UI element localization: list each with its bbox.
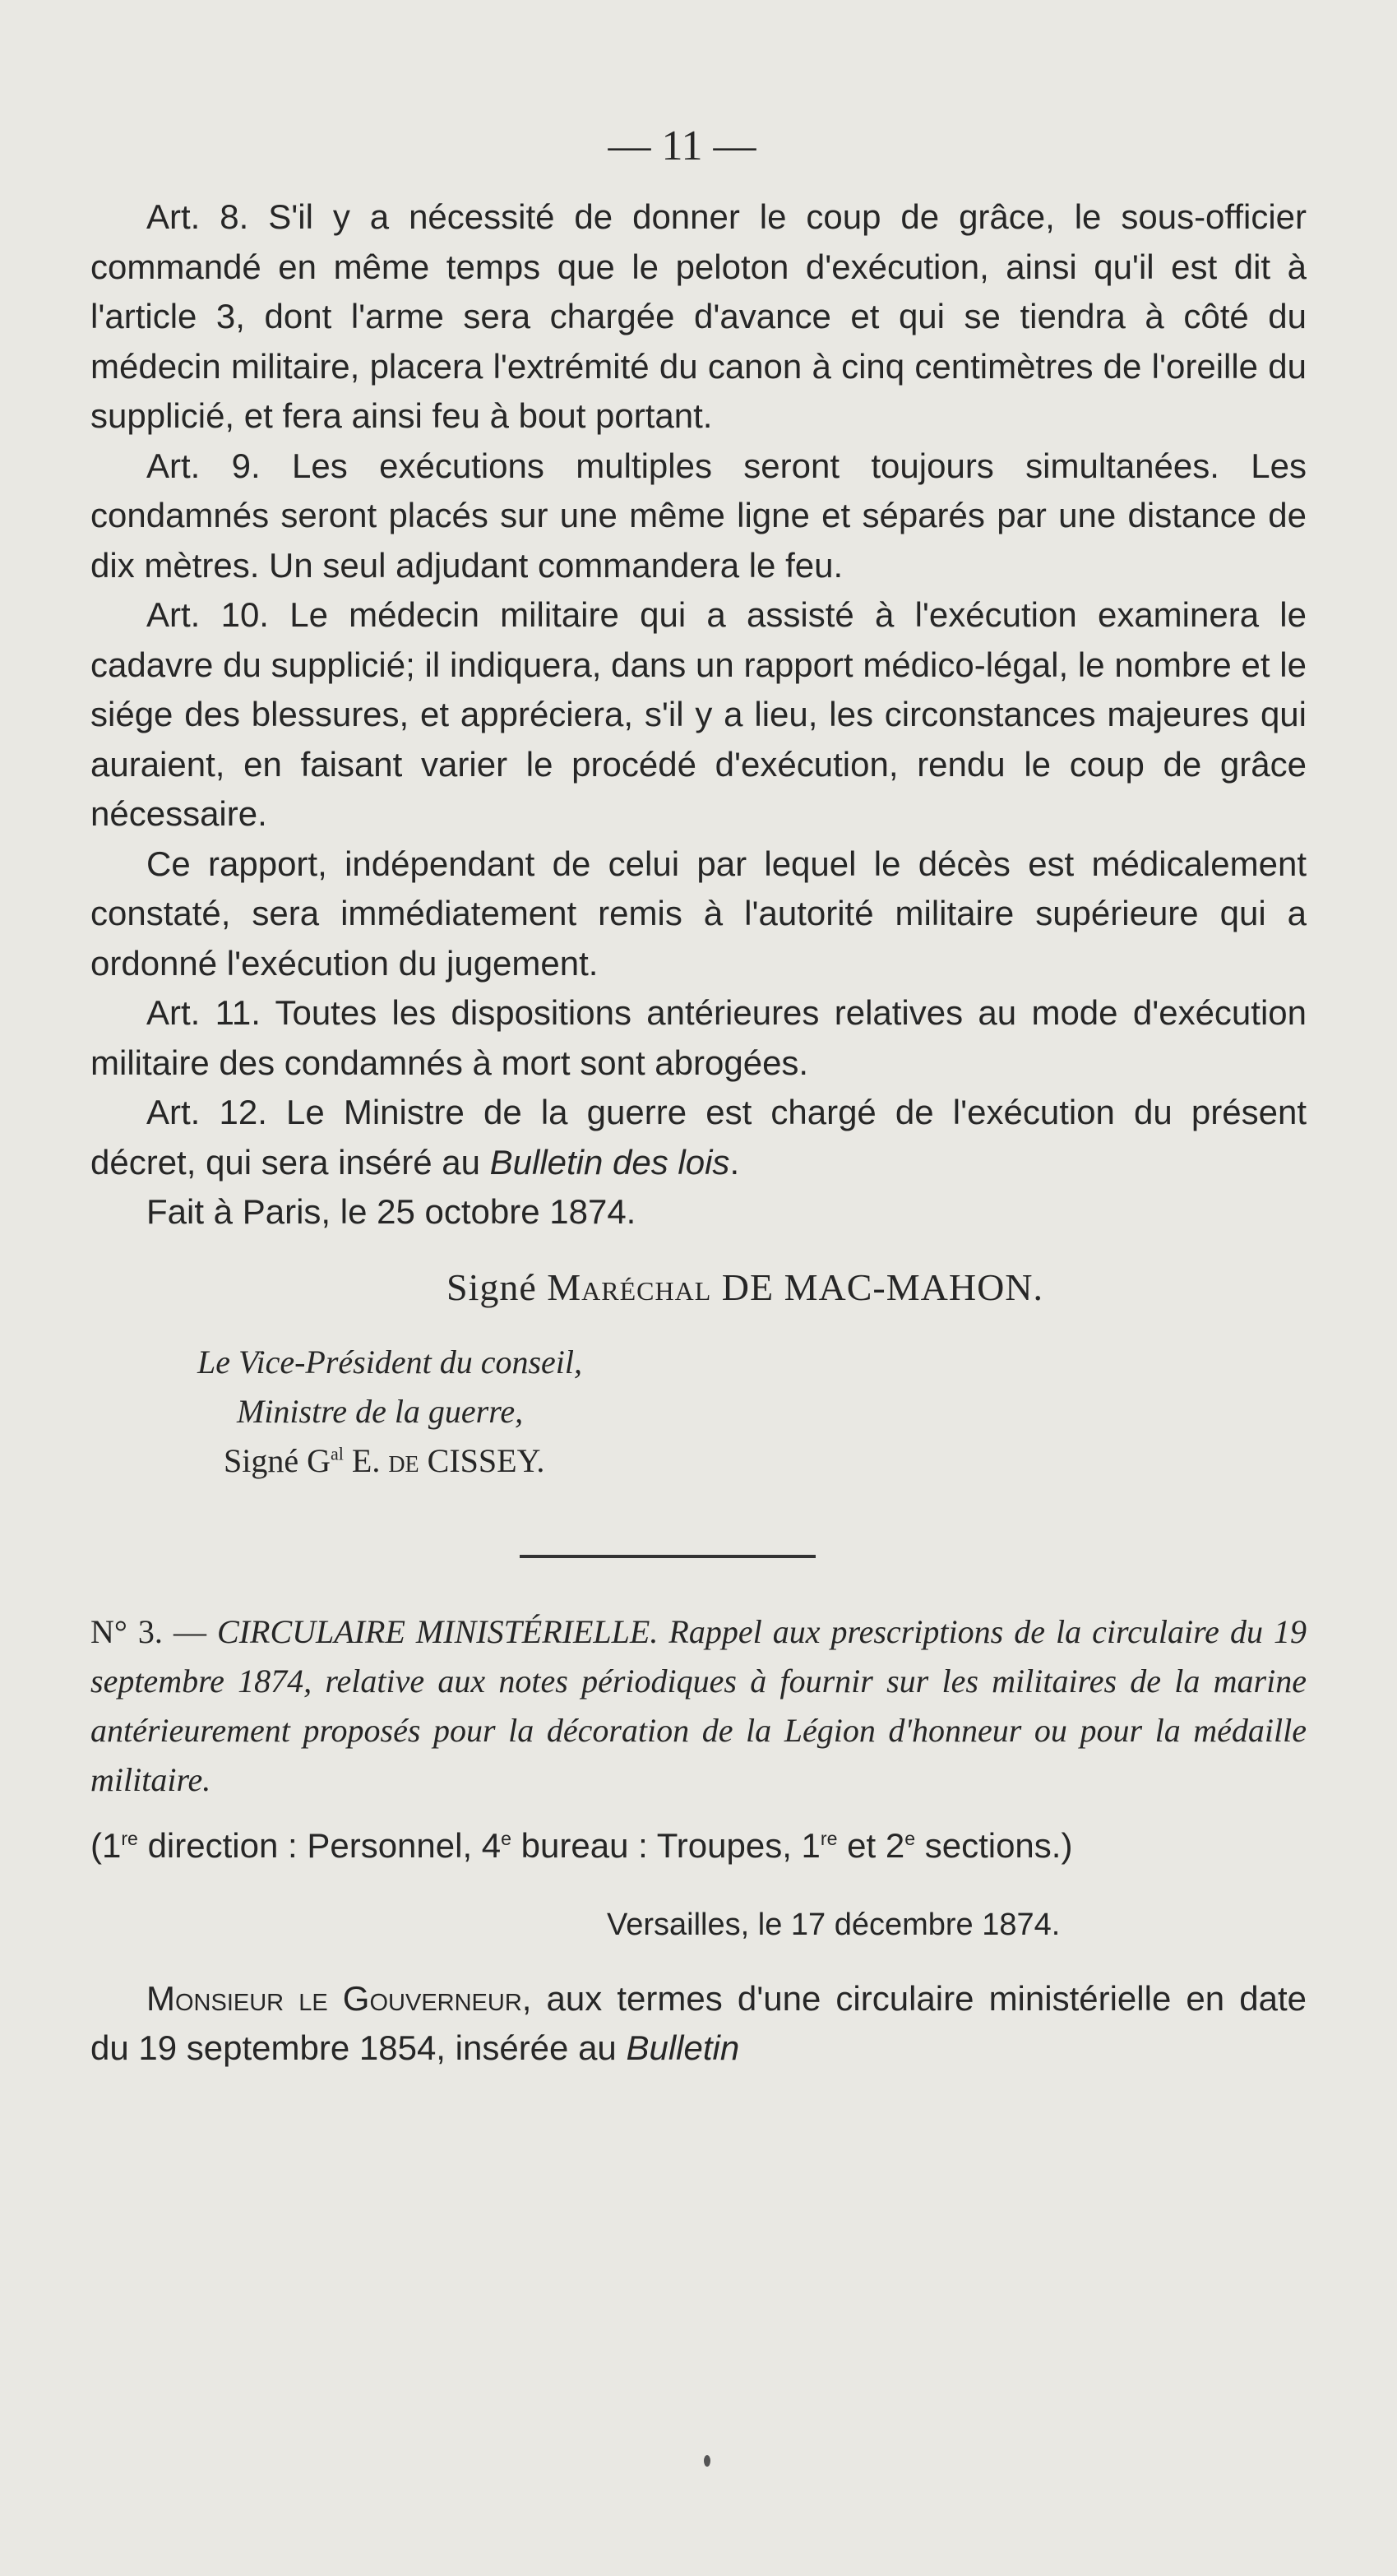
cissey-sup: al <box>331 1443 344 1464</box>
cissey-de: de <box>388 1441 419 1479</box>
article-12 <box>90 1088 1307 1187</box>
article-10-report: Ce rapport, indépendant de celui par lequel le décès est médicalement constaté, sera immédiatement remis à l'autorité militaire supérieure qui a ordonné l'exécution du jugement. <box>90 844 1307 983</box>
article-8: Art. 8. S'il y a nécessité de donner le coup de grâce, le sous-officier commandé en même temps que le peloton d'exécution, ainsi qu'il est dit à l'article 3, dont l'arme sera chargée d'avance et qui se tiendra à côté du médecin militaire, placera l'extrémité du canon à cinq centimètres de l'oreille du supplicié, et fera ainsi feu à bout portant. <box>90 197 1307 435</box>
circulaire-title: CIRCULAIRE MINISTÉRIELLE. Rappel aux prescriptions de la circulaire du 19 septembre 1874, relative aux notes périodiques à fournir sur les militaires de la marine antérieurement proposés pour la décoration de la Légion d'honneur ou pour la médaille militaire. <box>90 1612 1307 1798</box>
cissey-mid: E. <box>343 1441 389 1479</box>
ink-mark <box>704 2455 710 2467</box>
direction-sup3: re <box>820 1827 838 1849</box>
signe-title: Maréchal <box>547 1265 712 1308</box>
letter-bulletin: Bulletin <box>626 2028 740 2067</box>
article-12-text: Art. 12. Le Ministre de la guerre est chargé de l'exécution du présent décret, qui sera inséré au <box>90 1093 1307 1182</box>
circulaire-heading <box>90 1607 1307 1805</box>
direction-close: sections.) <box>915 1825 1073 1865</box>
page-number: — 11 — <box>608 123 756 169</box>
salutation: Monsieur le Gouverneur <box>146 1978 522 2018</box>
bulletin-des-lois: Bulletin des lois <box>489 1142 730 1182</box>
decree-text <box>90 192 1307 1237</box>
direction-sup1: re <box>121 1827 138 1849</box>
direction-sup2: e <box>501 1827 511 1849</box>
article-12-end: . <box>729 1142 740 1182</box>
direction-mid1: direction : Personnel, 4 <box>137 1825 502 1865</box>
vice-president-line: Le Vice-Président du conseil, <box>197 1343 583 1380</box>
direction-open: (1 <box>90 1825 122 1865</box>
letter-paragraph <box>90 1974 1307 2074</box>
article-11: Art. 11. Toutes les dispositions antérieures relatives au mode d'exécution militaire des condamnés à mort sont abrogées. <box>90 993 1307 1082</box>
direction-sup4: e <box>904 1827 916 1849</box>
article-9: Art. 9. Les exécutions multiples seront toujours simultanées. Les condamnés seront placés sur une même ligne et séparés par une distance de dix mètres. Un seul adjudant commandera le feu. <box>90 446 1307 585</box>
letter-text: , aux termes d'une circulaire ministérielle en date du 19 septembre 1854, insérée au <box>90 1978 1307 2067</box>
circulaire-number: N° 3. — <box>90 1612 218 1650</box>
signe-prefix: Signé <box>446 1265 548 1308</box>
signature-cissey <box>90 1338 1307 1486</box>
signe-cissey-line <box>90 1436 1307 1486</box>
fait-a-paris: Fait à Paris, le 25 octobre 1874. <box>146 1192 636 1231</box>
direction-line <box>90 1821 1307 1871</box>
section-divider <box>520 1555 816 1558</box>
direction-mid2: bureau : Troupes, 1 <box>511 1825 821 1865</box>
signature-mac-mahon <box>90 1259 1307 1316</box>
signe-name: DE MAC-MAHON. <box>711 1265 1044 1308</box>
letter-opening <box>90 1974 1307 2074</box>
cissey-name: CISSEY. <box>419 1441 545 1479</box>
article-10: Art. 10. Le médecin militaire qui a assisté à l'exécution examinera le cadavre du supplicié; il indiquera, dans un rapport médico-légal, le nombre et le siége des blessures, et appréciera, s'il y a lieu, les circonstances majeures qui auraient, en faisant varier le procédé d'exécution, rendu le coup de grâce nécessaire. <box>90 595 1307 833</box>
ministre-line: Ministre de la guerre, <box>237 1392 524 1430</box>
place-date: Versailles, le 17 décembre 1874. <box>607 1907 1061 1942</box>
cissey-prefix: Signé G <box>224 1441 331 1479</box>
direction-mid3: et 2 <box>837 1825 905 1865</box>
